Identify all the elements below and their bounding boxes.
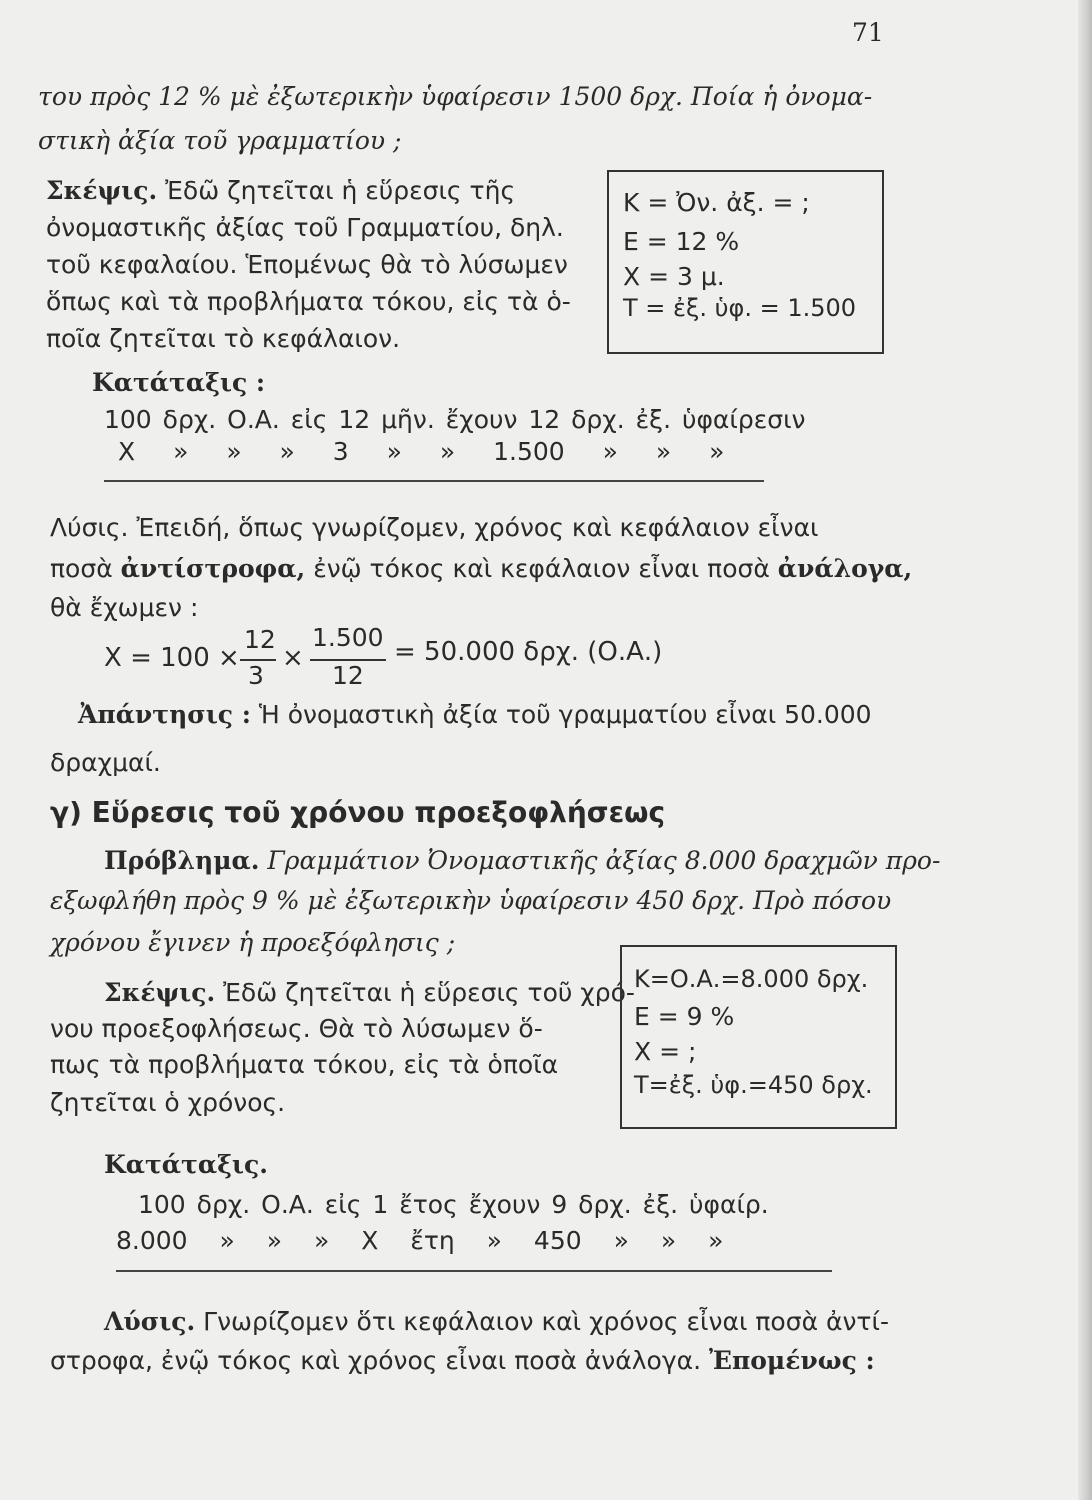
solution-2-line-2: στροφα, ἐνῷ τόκος καὶ χρόνος εἶναι ποσὰ ἀνάλογα. Ἐπομένως : (50, 1346, 875, 1375)
thought-1-line-3: τοῦ κεφαλαίου. Ἑπομένως θὰ τὸ λύσωμεν (46, 250, 568, 279)
thought-1-line-5: ποῖα ζητεῖται τὸ κεφάλαιον. (46, 324, 401, 353)
box-1-discount: Τ = ἐξ. ὑφ. = 1.500 (623, 294, 857, 322)
thought-2-line-2: νου προεξοφλήσεως. Θὰ τὸ λύσωμεν ὅ- (50, 1014, 543, 1043)
problem-label: Πρόβλημα. (104, 846, 260, 875)
givens-box-1 (607, 170, 884, 354)
page-edge-shadow (1078, 0, 1092, 1500)
setup-1-label: Κατάταξις : (92, 368, 266, 397)
box-2-discount: Τ=ἐξ. ὑφ.=450 δρχ. (634, 1071, 873, 1099)
thought-1-line-2: ὀνομαστικῆς ἀξίας τοῦ Γραμματίου, δηλ. (46, 213, 564, 242)
word-therefore: Ἐπομένως : (709, 1346, 875, 1375)
thought-2-line-4: ζητεῖται ὁ χρόνος. (50, 1088, 286, 1117)
answer-1-line-2: δραχμαί. (50, 748, 161, 777)
formula-1-frac-1-denominator: 3 (248, 661, 264, 690)
answer-1-label: Ἀπάντησις : (78, 700, 251, 729)
solution-1-line-3: θὰ ἔχωμεν : (50, 593, 199, 622)
box-1-capital: Κ = Ὀν. ἀξ. = ; (623, 188, 810, 217)
thought-2-line-1: Σκέψις. Ἐδῶ ζητεῖται ἡ εὕρεσις τοῦ χρό- (104, 978, 635, 1007)
problem-line-2: εξωφλήθη πρὸς 9 % μὲ ἐξωτερικὴν ὑφαίρεσιν 450 δρχ. Πρὸ πόσου (50, 886, 892, 915)
word-proportional: ἀνάλογα, (777, 554, 913, 583)
formula-1-frac-2-numerator: 1.500 (312, 623, 384, 652)
box-2-time: Χ = ; (634, 1037, 697, 1066)
solution-2-line-1: Λύσις. Γνωρίζομεν ὅτι κεφάλαιον καὶ χρόνος εἶναι ποσὰ ἀντί- (104, 1307, 889, 1336)
formula-1-frac-1-numerator: 12 (244, 625, 276, 654)
box-1-time: Χ = 3 μ. (623, 262, 725, 291)
setup-1-row-1: 100 δρχ. Ο.Α. εἰς 12 μῆν. ἔχουν 12 δρχ. ἐξ. ὑφαίρεσιν (104, 405, 806, 434)
box-2-capital: Κ=Ο.Α.=8.000 δρχ. (634, 965, 869, 993)
answer-1-line-1: Ἀπάντησις : Ἡ ὀνομαστικὴ ἀξία τοῦ γραμματίου εἶναι 50.000 (78, 700, 872, 729)
thought-1-label: Σκέψις. (46, 176, 158, 205)
intro-line-2: στικὴ ἀξία τοῦ γραμματίου ; (38, 126, 402, 155)
box-2-rate: Ε = 9 % (634, 1002, 735, 1031)
thought-2-label: Σκέψις. (104, 978, 216, 1007)
thought-1-line-4: ὅπως καὶ τὰ προβλήματα τόκου, εἰς τὰ ὁ- (46, 287, 571, 316)
solution-1-line-2: ποσὰ ἀντίστροφα, ἐνῷ τόκος καὶ κεφάλαιον εἶναι ποσὰ ἀνάλογα, (50, 554, 913, 583)
solution-1-line-1: Λύσις. Ἐπειδή, ὅπως γνωρίζομεν, χρόνος καὶ κεφάλαιον εἶναι (50, 513, 819, 542)
problem-line-3: χρόνου ἔγινεν ἡ προεξόφλησις ; (50, 928, 456, 957)
formula-1-times: × (282, 643, 304, 673)
setup-1-row-2: Χ » » » 3 » » 1.500 » » » (118, 437, 725, 466)
formula-1-frac-2-denominator: 12 (332, 661, 364, 690)
box-1-rate: Ε = 12 % (623, 227, 740, 256)
setup-2-row-1: 100 δρχ. Ο.Α. εἰς 1 ἔτος ἔχουν 9 δρχ. ἐξ. ὑφαίρ. (138, 1190, 769, 1219)
setup-2-rule (116, 1270, 832, 1272)
formula-1-lhs: Χ = 100 × (104, 643, 240, 673)
word-inverse: ἀντίστροφα, (120, 554, 306, 583)
setup-2-row-2: 8.000 » » » Χ ἔτη » 450 » » » (116, 1226, 724, 1255)
thought-1-line-1: Σκέψις. Ἐδῶ ζητεῖται ἡ εὕρεσις τῆς (46, 176, 516, 205)
intro-line-1: του πρὸς 12 % μὲ ἐξωτερικὴν ὑφαίρεσιν 1500 δρχ. Ποία ἡ ὀνομα- (38, 82, 873, 111)
givens-box-2 (620, 945, 897, 1129)
section-heading: γ) Εὕρεσις τοῦ χρόνου προεξοφλήσεως (50, 796, 666, 829)
setup-2-label: Κατάταξις. (104, 1150, 268, 1179)
thought-2-line-3: πως τὰ προβλήματα τόκου, εἰς τὰ ὁποῖα (50, 1050, 559, 1079)
setup-1-rule (104, 480, 764, 482)
problem-line-1: Πρόβλημα. Γραμμάτιον Ὀνομαστικῆς ἀξίας 8.000 δραχμῶν προ- (104, 846, 941, 875)
formula-1-rhs: = 50.000 δρχ. (Ο.Α.) (394, 637, 663, 667)
solution-2-label: Λύσις. (104, 1307, 196, 1336)
page-number: 71 (852, 18, 884, 47)
